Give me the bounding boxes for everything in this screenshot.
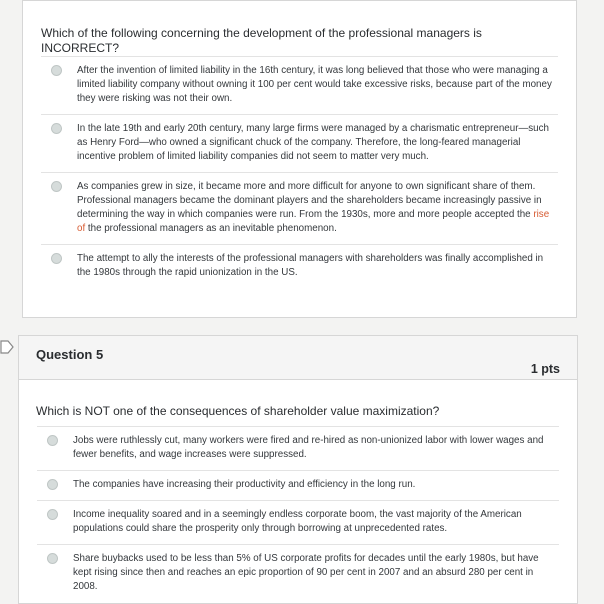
question-5-prompt: Which is NOT one of the consequences of shareholder value maximization? xyxy=(36,404,440,418)
answer-option[interactable] xyxy=(37,544,559,602)
radio-button[interactable] xyxy=(47,435,58,446)
answer-text: The companies have increasing their productivity and efficiency in the long run. xyxy=(73,479,416,490)
answer-text xyxy=(77,181,549,234)
radio-button[interactable] xyxy=(51,123,62,134)
answer-option[interactable] xyxy=(41,244,558,288)
answer-text: The attempt to ally the interests of the professional managers with shareholders was finally accomplished in the 1980s through the rapid unionization in the US. xyxy=(77,253,544,278)
answer-text: Income inequality soared and in a seemingly endless corporate boom, the vast majority of the American populations could share the prosperity only through borrowing at unprecedented rates. xyxy=(73,509,522,534)
question-5-card xyxy=(18,335,578,604)
answer-option[interactable] xyxy=(37,470,559,500)
question-4-answers xyxy=(23,56,576,288)
answer-text: In the late 19th and early 20th century, many large firms were managed by a charismatic entrepreneur—such as Henry Ford—who owned a significant chuck of the company. Therefore, the long-feared managerial incentive problem of limited liability companies did not seem to matter very much. xyxy=(77,123,549,162)
question-4-prompt: Which of the following concerning the development of the professional managers is INCORRECT? xyxy=(41,26,482,55)
answer-option[interactable] xyxy=(41,114,558,172)
answer-text: Jobs were ruthlessly cut, many workers were fired and re-hired as non-unionized labor with lower wages and fewer benefits, and wage increases were suppressed. xyxy=(73,435,544,460)
answer-text: Share buybacks used to be less than 5% of US corporate profits for decades until the early 1980s, but have kept rising since then and reaches an epic proportion of 90 per cent in 2007 and an absurd 280 per cent in 2008. xyxy=(73,553,539,592)
answer-text: After the invention of limited liability in the 16th century, it was long believed that those who were managing a limited liability company without owning it 100 per cent would take excessive risks, because part of the money they were risking was not their own. xyxy=(77,65,552,104)
question-5-answers xyxy=(19,426,577,602)
answer-option[interactable] xyxy=(37,500,559,544)
radio-button[interactable] xyxy=(51,253,62,264)
question-title: Question 5 xyxy=(36,347,104,362)
answer-option[interactable] xyxy=(37,426,559,470)
question-flag-icon[interactable] xyxy=(0,340,14,354)
question-points: 1 pts xyxy=(530,362,560,376)
answer-text-part: the professional managers as an inevitable phenomenon. xyxy=(85,223,337,234)
radio-button[interactable] xyxy=(47,509,58,520)
question-4-card xyxy=(22,0,577,318)
highlighted-text: rise of xyxy=(77,209,550,234)
radio-button[interactable] xyxy=(51,65,62,76)
question-5-header xyxy=(19,336,577,380)
answer-option[interactable] xyxy=(41,172,558,244)
answer-option[interactable] xyxy=(41,56,558,114)
radio-button[interactable] xyxy=(51,181,62,192)
radio-button[interactable] xyxy=(47,479,58,490)
answer-text-part: As companies grew in size, it became more and more difficult for anyone to own significant share of them. Professional managers became the dominant players and the shareholders became increasingly passive in determining the way in which companies were run. From the 1930s, more and more people accepted the xyxy=(77,181,542,220)
radio-button[interactable] xyxy=(47,553,58,564)
